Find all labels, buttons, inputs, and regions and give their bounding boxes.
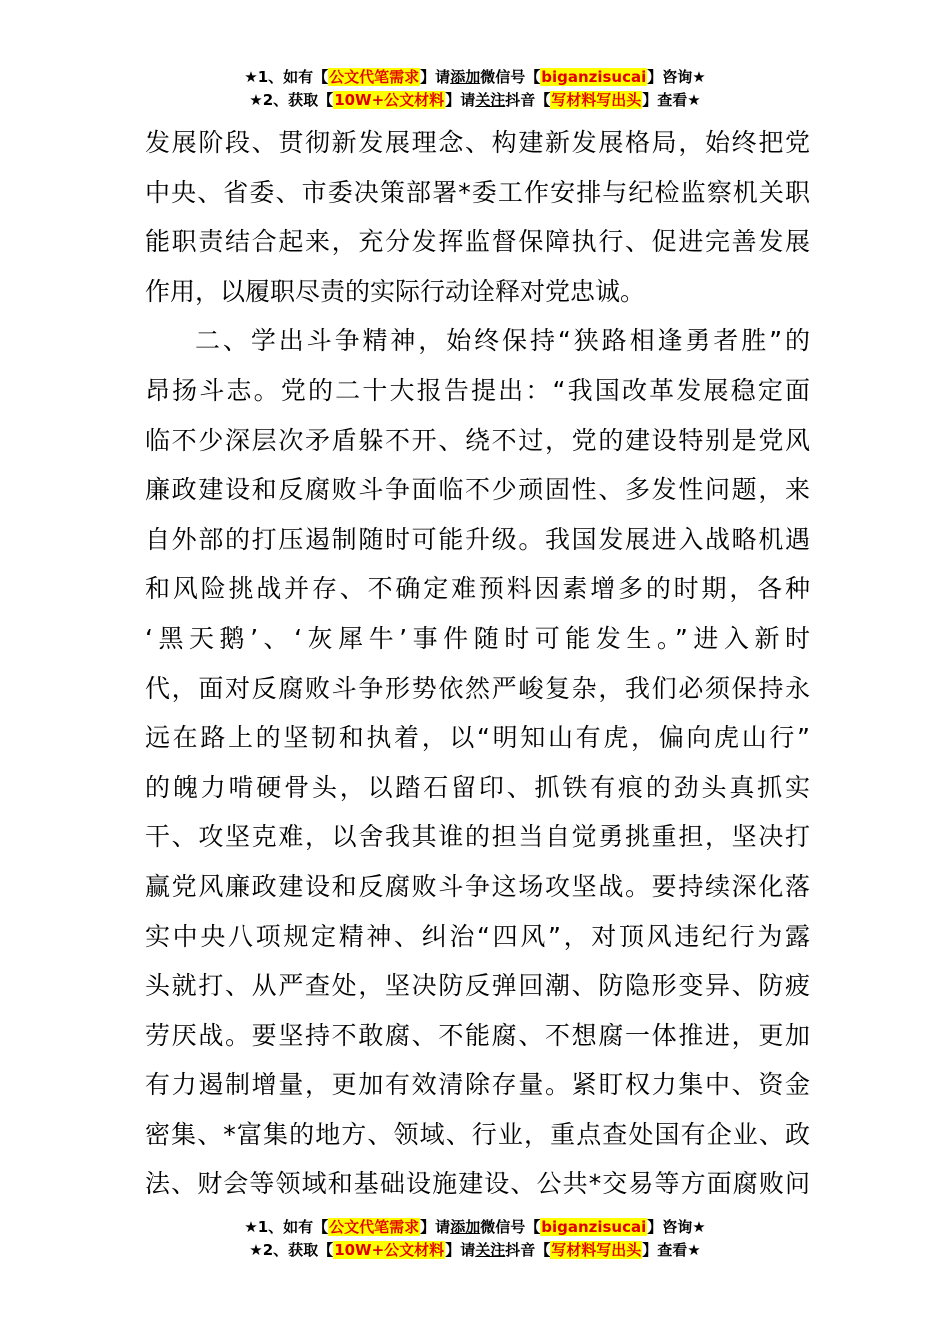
body-line: 密集、*富集的地方、领域、行业，重点查处国有企业、政 [145,1119,810,1149]
body-line: 临不少深层次矛盾躲不开、绕不过，党的建设特别是党风 [145,425,810,455]
banner-highlight: 10W+公文材料 [334,91,445,109]
body-line: 代，面对反腐败斗争形势依然严峻复杂，我们必须保持永 [145,673,810,703]
body-line: 自外部的打压遏制随时可能升级。我国发展进入战略机遇 [145,524,810,554]
document-body [145,118,810,1209]
body-line: 作用，以履职尽责的实际行动诠释对党忠诚。 [145,276,646,306]
banner-underline: 添加 [450,1218,481,1236]
body-line: 的魄力啃硬骨头，以踏石留印、抓铁有痕的劲头真抓实 [145,772,810,802]
banner-text: ★2、获取【 [249,91,334,109]
body-line: 法、财会等领域和基础设施建设、公共*交易等方面腐败问 [145,1169,810,1199]
banner-line-2 [0,89,950,112]
banner-text: 抖音【 [505,1241,551,1259]
body-line: 昂扬斗志。党的二十大报告提出：“我国改革发展稳定面 [145,375,810,405]
body-line: 头就打、从严查处，坚决防反弹回潮、防隐形变异、防疲 [145,971,810,1001]
body-line: 实中央八项规定精神、纠治“四风”，对顶风违纪行为露 [145,921,810,951]
banner-text: 抖音【 [505,91,551,109]
banner-highlight: biganzisucai [541,1218,647,1236]
body-line: 能职责结合起来，充分发挥监督保障执行、促进完善发展 [145,227,810,257]
body-line: 发展阶段、贯彻新发展理念、构建新发展格局，始终把党 [145,128,810,157]
banner-highlight: 写材料写出头 [551,91,642,109]
banner-highlight: biganzisucai [541,68,647,86]
banner-line-2 [0,1239,950,1262]
body-line: 劳厌战。要坚持不敢腐、不能腐、不想腐一体推进，更加 [145,1020,810,1050]
banner-text: 微信号【 [480,1218,541,1236]
banner-highlight: 10W+公文材料 [334,1241,445,1259]
banner-text: 】请 [445,1241,476,1259]
body-line: ‘黑天鹅’、‘灰犀牛’事件随时可能发生。”进入新时 [145,623,810,653]
banner-underline: 关注 [475,1241,506,1259]
banner-highlight: 公文代笔需求 [329,1218,420,1236]
banner-text: ★1、如有【 [244,68,329,86]
banner-line-1 [0,66,950,89]
banner-text: 】请 [445,91,476,109]
banner-text: 微信号【 [480,68,541,86]
body-line: 和风险挑战并存、不确定难预料因素增多的时期，各种 [145,574,810,604]
top-banner [0,66,950,112]
banner-underline: 添加 [450,68,481,86]
banner-text: 】查看★ [642,1241,701,1259]
section-heading-line: 二、学出斗争精神，始终保持“狭路相逢勇者胜”的 [195,326,810,356]
body-line: 赢党风廉政建设和反腐败斗争这场攻坚战。要持续深化落 [145,871,810,901]
banner-text: ★1、如有【 [244,1218,329,1236]
banner-text: 】请 [420,68,451,86]
banner-highlight: 公文代笔需求 [329,68,420,86]
body-line: 有力遏制增量，更加有效清除存量。紧盯权力集中、资金 [145,1070,810,1100]
banner-text: ★2、获取【 [249,1241,334,1259]
banner-line-1 [0,1216,950,1239]
body-line: 廉政建设和反腐败斗争面临不少顽固性、多发性问题，来 [145,475,810,505]
bottom-banner [0,1216,950,1262]
banner-text: 】查看★ [642,91,701,109]
banner-text: 】咨询★ [647,68,706,86]
body-line: 中央、省委、市委决策部署*委工作安排与纪检监察机关职 [145,177,810,207]
banner-underline: 关注 [475,91,506,109]
banner-text: 】请 [420,1218,451,1236]
banner-text: 】咨询★ [647,1218,706,1236]
body-line: 干、攻坚克难，以舍我其谁的担当自觉勇挑重担，坚决打 [145,822,810,852]
body-line: 远在路上的坚韧和执着，以“明知山有虎，偏向虎山行” [145,723,810,753]
banner-highlight: 写材料写出头 [551,1241,642,1259]
